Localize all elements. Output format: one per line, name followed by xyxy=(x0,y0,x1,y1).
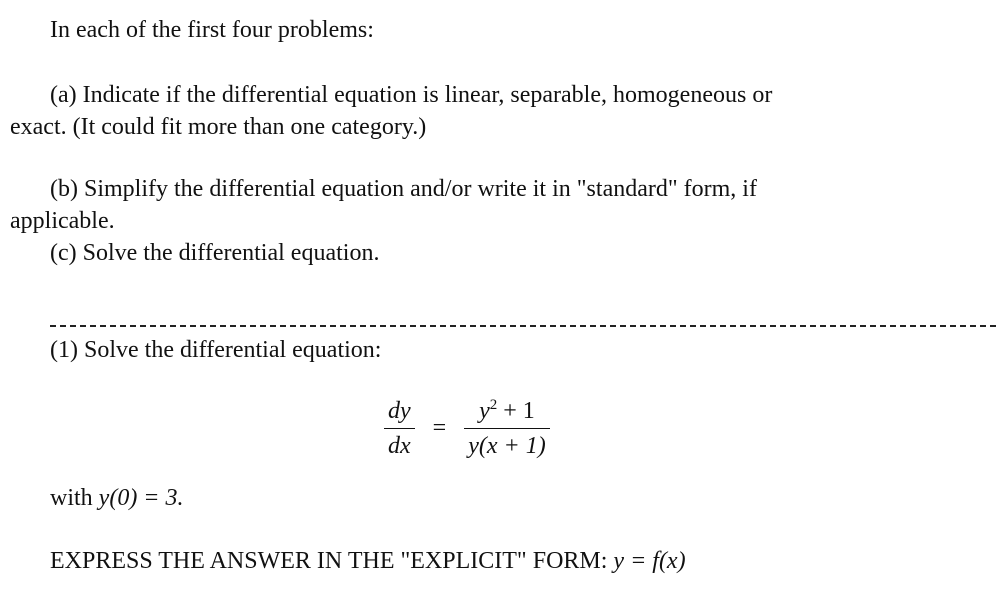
part-c-text: (c) Solve the differential equation. xyxy=(50,240,380,266)
instruction-text: EXPRESS THE ANSWER IN THE "EXPLICIT" FORM: xyxy=(50,548,614,574)
part-a-line-2: exact. (It could fit more than one category.) xyxy=(10,114,427,140)
lhs-fraction-bar xyxy=(384,428,415,429)
part-a-line-1: (a) Indicate if the differential equation is linear, separable, homogeneous or xyxy=(50,82,773,108)
differential-equation xyxy=(380,392,554,464)
lhs-fraction xyxy=(384,396,415,461)
rhs-fraction xyxy=(464,396,549,461)
equals-sign: = xyxy=(432,414,447,441)
lhs-numerator: dy xyxy=(388,397,411,424)
rhs-fraction-bar xyxy=(464,428,549,429)
condition-prefix: with xyxy=(50,485,99,511)
rhs-numerator xyxy=(475,396,539,426)
initial-condition: y(0) = 3. xyxy=(98,485,184,511)
lhs-denominator: dx xyxy=(388,432,411,459)
rhs-numerator-base: y xyxy=(479,397,490,424)
problem-1-heading: (1) Solve the differential equation: xyxy=(50,337,382,363)
part-b-line-1: (b) Simplify the differential equation and/or write it in "standard" form, if xyxy=(50,176,757,202)
initial-condition-line xyxy=(50,483,184,513)
explicit-form-formula: y = f(x) xyxy=(613,548,686,574)
rhs-numerator-exponent: 2 xyxy=(489,396,498,413)
section-divider xyxy=(50,325,996,327)
rhs-denominator: y(x + 1) xyxy=(468,432,546,459)
part-b-line-2: applicable. xyxy=(10,208,115,234)
intro-text: In each of the first four problems: xyxy=(50,17,374,43)
rhs-numerator-rest: + 1 xyxy=(497,397,535,424)
instruction-line xyxy=(50,546,686,576)
